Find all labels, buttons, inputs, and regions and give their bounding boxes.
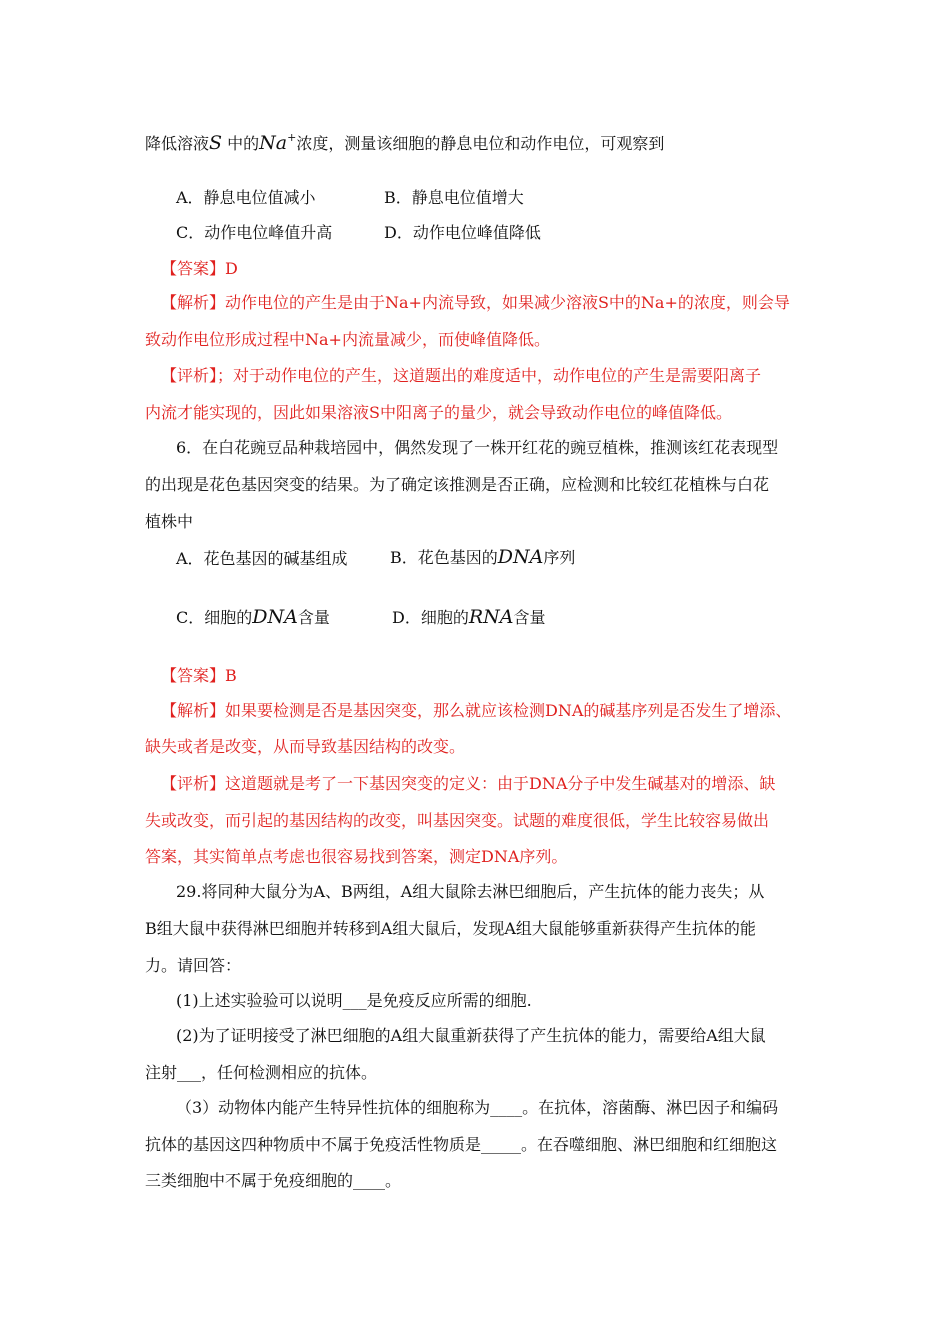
q6-option-c — [176, 606, 330, 629]
q6-option-b-post: 序列 — [543, 548, 576, 567]
q6-stem-line-1: 6．在白花豌豆品种栽培园中，偶然发现了一株开红花的豌豆植株，推测该红花表现型 — [176, 438, 779, 457]
q5-stem-post: 浓度，测量该细胞的静息电位和动作电位，可观察到 — [296, 134, 665, 153]
q5-stem — [145, 132, 664, 157]
q5-analysis-label: 【解析】 — [161, 293, 226, 312]
q6-stem-line-3: 植株中 — [145, 512, 194, 531]
q6-option-c-post: 含量 — [297, 608, 330, 627]
q5-review-line-1 — [161, 365, 761, 387]
q5-option-a: A．静息电位值减小 — [176, 188, 316, 207]
q5-option-b: B．静息电位值增大 — [384, 188, 524, 207]
q6-analysis-label: 【解析】 — [161, 701, 226, 720]
q5-option-c: C．动作电位峰值升高 — [176, 223, 333, 242]
q6-option-d — [392, 606, 546, 629]
q5-analysis-line-2: 致动作电位形成过程中Na+内流量减少，而使峰值降低。 — [145, 330, 550, 349]
q6-option-b-var: DNA — [497, 546, 544, 568]
q6-option-d-var: RNA — [468, 606, 514, 628]
q6-review-line-1 — [161, 773, 775, 795]
q6-option-c-var: DNA — [252, 606, 298, 628]
q6-option-d-post: 含量 — [513, 608, 546, 627]
q5-var-na: Na — [259, 132, 288, 154]
q6-review-text-1: 这道题就是考了一下基因突变的定义：由于DNA分子中发生碱基对的增添、缺 — [225, 774, 776, 793]
q5-sup-plus: + — [287, 131, 297, 144]
q6-option-b-pre: B．花色基因的 — [390, 548, 498, 567]
q6-answer-value: B — [225, 666, 237, 685]
q6-answer-label: 【答案】 — [161, 666, 226, 685]
q6-review-line-2: 失或改变，而引起的基因结构的改变，叫基因突变。试题的难度很低，学生比较容易做出 — [145, 811, 770, 830]
q29-stem-line-2: B组大鼠中获得淋巴细胞并转移到A组大鼠后，发现A组大鼠能够重新获得产生抗体的能 — [145, 919, 756, 938]
q5-review-text-1: ；对于动作电位的产生，这道题出的难度适中，动作电位的产生是需要阳离子 — [217, 366, 762, 385]
q6-review-line-3: 答案，其实简单点考虑也很容易找到答案，测定DNA序列。 — [145, 847, 568, 866]
q6-review-label: 【评析】 — [161, 774, 226, 793]
q5-answer-label: 【答案】 — [161, 259, 226, 278]
q5-review-label: 【评析】 — [161, 366, 218, 385]
q5-stem-mid: 中的 — [222, 134, 260, 153]
q6-answer — [161, 665, 237, 687]
q5-var-s: S — [209, 132, 223, 154]
q29-sub-3-line-3: 三类细胞中不属于免疫细胞的____。 — [145, 1171, 402, 1190]
q29-sub-3-line-2: 抗体的基因这四种物质中不属于免疫活性物质是_____。在吞噬细胞、淋巴细胞和红细胞这 — [145, 1135, 778, 1154]
q6-analysis-text-1: 如果要检测是否是基因突变，那么就应该检测DNA的碱基序列是否发生了增添、 — [225, 701, 792, 720]
q6-option-a: A．花色基因的碱基组成 — [176, 549, 348, 568]
q29-sub-2-line-1: (2)为了证明接受了淋巴细胞的A组大鼠重新获得了产生抗体的能力，需要给A组大鼠 — [176, 1026, 766, 1045]
q5-analysis-text-1: 动作电位的产生是由于Na+内流导致，如果减少溶液S中的Na+的浓度，则会导 — [225, 293, 790, 312]
q6-analysis-line-1 — [161, 700, 791, 722]
q6-option-d-pre: D．细胞的 — [392, 608, 469, 627]
q5-review-line-2: 内流才能实现的，因此如果溶液S中阳离子的量少，就会导致动作电位的峰值降低。 — [145, 403, 732, 422]
q5-analysis-line-1 — [161, 292, 790, 314]
q29-sub-3-line-1: （3）动物体内能产生特异性抗体的细胞称为____。在抗体，溶菌酶、淋巴因子和编码 — [176, 1098, 779, 1117]
q5-option-d: D．动作电位峰值降低 — [384, 223, 541, 242]
q5-stem-pre: 降低溶液 — [145, 134, 210, 153]
q5-answer-value: D — [225, 259, 238, 278]
q29-sub-2-line-2: 注射___，任何检测相应的抗体。 — [145, 1063, 378, 1082]
q6-option-b — [390, 546, 575, 569]
q6-stem-line-2: 的出现是花色基因突变的结果。为了确定该推测是否正确，应检测和比较红花植株与白花 — [145, 475, 770, 494]
q5-answer — [161, 258, 238, 280]
q29-stem-line-3: 力。请回答： — [145, 956, 242, 975]
q29-stem-line-1: 29.将同种大鼠分为A、B两组，A组大鼠除去淋巴细胞后，产生抗体的能力丧失；从 — [176, 882, 765, 901]
q29-sub-1: (1)上述实验验可以说明___是免疫反应所需的细胞. — [176, 991, 532, 1010]
q6-analysis-line-2: 缺失或者是改变，从而导致基因结构的改变。 — [145, 737, 466, 756]
q6-option-c-pre: C．细胞的 — [176, 608, 253, 627]
